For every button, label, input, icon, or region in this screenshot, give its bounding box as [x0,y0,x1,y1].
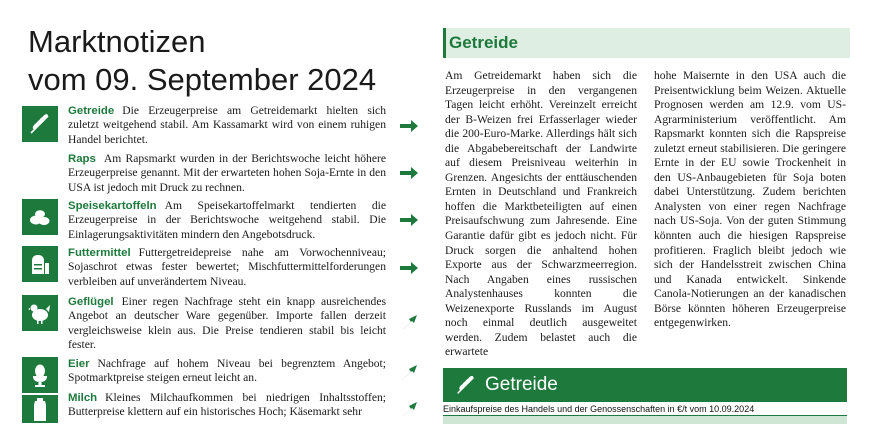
entry-speisekartoffeln [68,199,386,242]
entry-raps [68,152,386,195]
milch-trend-arrow [400,401,418,419]
chicken-icon [22,295,58,331]
feed-silo-icon [22,246,58,282]
futtermittel-trend-arrow [400,262,418,274]
entry-getreide [68,104,386,147]
page-title-line2: vom 09. September 2024 [28,62,377,97]
entry-keyword: Eier [68,358,90,370]
speisekartoffeln-trend-arrow [400,214,418,226]
entry-text: Am Rapsmarkt wurden in der Berichtswoche leicht höhere Erzeugerpreise genannt. Mit der erwarteten hohen Soja-Ernte in den USA ist jedoch mit Druck zu rechnen. [68,152,386,194]
raps-trend-arrow [400,167,418,179]
egg-cup-icon [22,357,58,393]
page-title-line1: Marktnotizen [28,24,206,59]
entry-keyword: Futtermittel [68,247,131,259]
entry-keyword: Raps [68,153,96,165]
article-column-a: Am Getreidemarkt haben sich die Erzeugerpreise in den vergangenen Tagen leicht erhöht. Vereinzelt erreicht der B-Weizen frei Erfasserlager wieder die 200-Euro-Marke. Allerdings hält sich die Abgabebereitschaft der Landwirte auf diesem Preisniveau weiterhin in Grenzen. Angesichts der enttäuschenden Ernten in Deutschland und Frankreich hoffen die Marktbeteiligten auf einen Preisaufschwung zum Jahresende. Eine Garantie dafür gibt es jedoch nicht. Für Druck sorgen die anhaltend hohen Exporte aus der Schwarzmeerregion. Nach Angaben eines russischen Analystenhauses konnten die Weizenexporte Russlands im August noch einmal deutlich ausgeweitet werden. Zudem belastet auch die erwartete [445,69,637,359]
wheat-icon [22,106,58,142]
entry-text: Die Erzeugerpreise am Getreidemarkt hielten sich zuletzt weitgehend stabil. Am Kassamarkt wird von einem ruhigen Handel berichtet. [68,104,386,146]
table-banner-title: Getreide [485,374,558,395]
entry-keyword: Geflügel [68,296,114,308]
entry-milch [68,391,386,420]
eier-trend-arrow [400,364,418,382]
entry-text: Nachfrage auf hohem Niveau bei begrenztem Angebot; Spotmarktpreise steigen erneut leicht an. [68,357,386,385]
gefluegel-trend-arrow [400,314,418,332]
entry-keyword: Milch [68,392,98,404]
entry-text: Am Speisekartoffelmarkt tendierten die Erzeugerpreise in der Berichtswoche weitgehend stabil. Die Einlagerungsaktivitäten mindern den Angebotsdruck. [68,199,386,241]
entry-keyword: Getreide [68,105,115,117]
entry-eier [68,357,386,386]
article-heading: Getreide [449,33,518,52]
table-subtitle: Einkaufspreise des Handels und der Genossenschaften in €/t vom 10.09.2024 [443,404,755,414]
getreide-trend-arrow [400,120,418,132]
entry-gefluegel [68,295,386,353]
article-column-b: hohe Maisernte in den USA auch die Preisentwicklung beim Weizen. Aktuelle Prognosen werden am 12.9. vom US-Agrarministerium veröffentlicht. Am Rapsmarkt konnten sich die Rapspreise zuletzt erneut stabilisieren. Die geringere Ernte in der EU sowie Trockenheit in den US-Anbaugebieten für Soja boten dabei Unterstützung. Zudem berichten Analysten von einer regen Nachfrage nach US-Soja. Von der guten Stimmung könnten auch die hiesigen Rapspreise profitieren. Fraglich bleibt jedoch wie sich der Handelsstreit zwischen China und Kanada entwickelt. Sinkende Canola-Notierungen an der kanadischen Börse könnten höheren Erzeugerpreise entgegenwirken. [654,69,846,330]
potatoes-icon [22,199,58,235]
wheat-icon [451,370,481,400]
entry-text: Futtergetreidepreise nahe am Vorwochenniveau; Sojaschrot etwas fester bewertet; Mischfuttermittelforderungen verbleiben auf unverändertem Niveau. [68,246,386,288]
article-heading-box [443,28,850,58]
entry-futtermittel [68,246,386,289]
table-banner [443,368,847,402]
milk-can-icon [22,395,58,423]
entry-text: Kleines Milchaufkommen bei niedrigen Inhaltsstoffen; Butterpreise klettern auf ein historisches Hoch; Käsemarkt sehr [68,391,386,419]
entry-keyword: Speisekartoffeln [68,200,157,212]
entry-text: Einer regen Nachfrage steht ein knapp ausreichendes Angebot an deutscher Ware gegenüber. Importe fallen derzeit vergleichsweise klein aus. Die Preise tendieren stabil bis leicht fester. [68,295,386,352]
